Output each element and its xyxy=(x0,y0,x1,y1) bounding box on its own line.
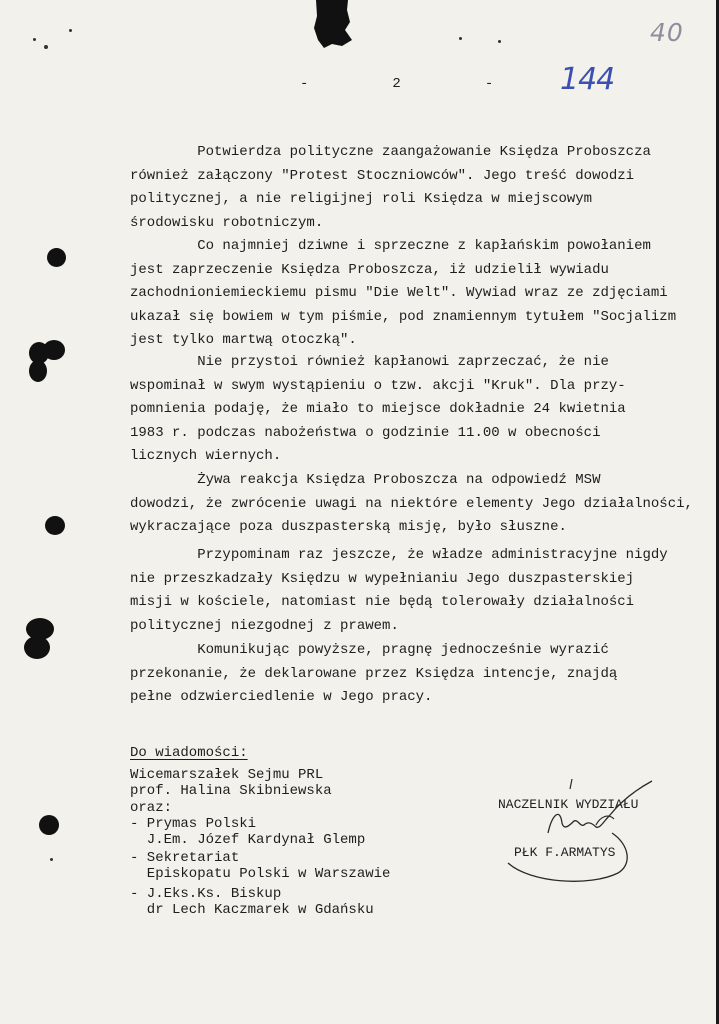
handwritten-signature xyxy=(500,775,670,890)
speck xyxy=(69,29,72,32)
line: Nie przystoi również kapłanowi zaprzeczać, że nie xyxy=(130,354,609,370)
paragraph-6 xyxy=(130,639,617,710)
line: przekonanie, że deklarowane przez Księdza intencje, znajdą xyxy=(130,665,618,682)
line: zachodnioniemieckiemu pismu "Die Welt". Wywiad wraz ze zdjęciami xyxy=(130,285,668,301)
recipient-line: prof. Halina Skibniewska xyxy=(130,783,332,800)
recipient-line: Wicemarszałek Sejmu PRL xyxy=(130,767,324,783)
folio-number: 144 xyxy=(560,62,615,97)
recipient-line: dr Lech Kaczmarek w Gdańsku xyxy=(130,902,374,919)
line: misji w kościele, natomiast nie będą tolerowały działalności xyxy=(130,594,635,610)
line: jest tylko martwą otoczką". xyxy=(130,332,357,348)
recipient-line: oraz: xyxy=(130,799,173,816)
line: licznych wiernych. xyxy=(130,448,282,464)
speck xyxy=(33,38,36,41)
torn-corner-mark xyxy=(312,0,354,50)
speck xyxy=(498,40,501,43)
recipient-block xyxy=(130,767,365,848)
paragraph-4 xyxy=(130,469,693,540)
line: Co najmniej dziwne i sprzeczne z kapłańskim powołaniem xyxy=(130,238,651,254)
line: ukazał się bowiem w tym piśmie, pod znamiennym tytułem "Socjalizm xyxy=(130,308,677,325)
line: jest zaprzeczenie Księdza Proboszcza, iż udzielił wywiadu xyxy=(130,261,609,278)
line: Żywa reakcja Księdza Proboszcza na odpowiedź MSW xyxy=(130,472,601,488)
recipient-block xyxy=(130,850,390,883)
paragraph-1 xyxy=(130,141,651,235)
recipient-line: - J.Eks.Ks. Biskup xyxy=(130,886,282,902)
punch-hole xyxy=(24,636,50,659)
line: pełne odzwierciedlenie w Jego pracy. xyxy=(130,689,433,705)
paragraph-5 xyxy=(130,544,668,638)
line: pomnienia podaję, że miało to miejsce dokładnie 24 kwietnia xyxy=(130,401,626,417)
recipient-line: - Prymas Polski xyxy=(130,815,257,832)
recipient-line: Episkopatu Polski w Warszawie xyxy=(130,866,391,883)
punch-hole xyxy=(45,516,65,535)
signatory-name: PŁK F.ARMATYS xyxy=(514,845,616,860)
line: Przypominam raz jeszcze, że władze administracyjne nigdy xyxy=(130,547,668,563)
line: nie przeszkadzały Księdzu w wypełnianiu Jego duszpasterskiej xyxy=(130,570,635,587)
page-number: - 2 - xyxy=(300,76,494,92)
speck xyxy=(459,37,462,40)
paragraph-2 xyxy=(130,235,676,353)
line: Potwierdza polityczne zaangażowanie Księdza Proboszcza xyxy=(130,144,651,160)
recipient-block xyxy=(130,886,374,919)
punch-hole xyxy=(39,815,59,835)
line: również załączony "Protest Stoczniowców". Jego treść dowodzi xyxy=(130,167,635,184)
line: Komunikując powyższe, pragnę jednocześnie wyrazić xyxy=(130,642,609,658)
archive-number: 40 xyxy=(650,18,684,47)
paragraph-3 xyxy=(130,351,626,469)
recipient-line: - Sekretariat xyxy=(130,850,240,866)
speck xyxy=(50,858,53,861)
punch-hole xyxy=(29,360,47,382)
speck xyxy=(44,45,48,49)
recipient-line: J.Em. Józef Kardynał Glemp xyxy=(130,832,366,849)
line: 1983 r. podczas nabożeństwa o godzinie 11.00 w obecności xyxy=(130,424,601,441)
line: dowodzi, że zwrócenie uwagi na niektóre elementy Jego działalności, xyxy=(130,495,693,512)
punch-hole xyxy=(47,248,66,267)
line: politycznej niezgodnej z prawem. xyxy=(130,617,399,634)
signatory-title: NACZELNIK WYDZIAŁU xyxy=(498,797,639,812)
distribution-heading: Do wiadomości: xyxy=(130,745,248,761)
line: wykraczające poza duszpasterską misję, było słuszne. xyxy=(130,519,567,535)
line: środowisku robotniczym. xyxy=(130,214,324,231)
line: politycznej, a nie religijnej roli Księdza w miejscowym xyxy=(130,191,593,207)
punch-hole xyxy=(43,340,65,360)
line: wspominał w swym wystąpieniu o tzw. akcji "Kruk". Dla przy- xyxy=(130,377,626,394)
